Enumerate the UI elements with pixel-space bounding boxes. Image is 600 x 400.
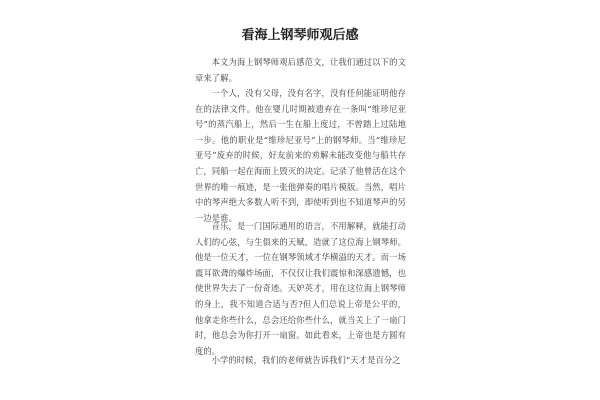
document-title: 看海上钢琴师观后感	[241, 28, 359, 43]
intro-paragraph: 本文为海上钢琴师观后感范文，让我们通过以下的文章来了解。	[195, 57, 406, 83]
music-paragraph: 音乐，是一门国际通用的语言，不用解释，就能打动人们的心弦，与生俱来的天赋，造就了这位海上钢琴师。他是一位天才，一位在钢琴领域才华横溢的天才。而一场震耳欲聋的爆炸场面，不仅仅让我们震惊和深感遗憾，也使世界失去了一份奇迹。天妒英才，用在这位海上钢琴师的身上，我不知道合适与否?但人们总说上帝是公平的，他拿走你些什么，总会还给你些什么，就当关上了一扇门时，他总会为你打开一扇窗。如此看来，上帝也是方圆有度的。	[195, 221, 406, 356]
school-paragraph: 小学的时候，我们的老师就告诉我们“天才是百分之	[211, 355, 401, 365]
story-paragraph: 一个人，没有父母，没有名字，没有任何能证明他存在的法律文件。他在婴儿时期被遗弃在一条叫“维珍尼亚号”的蒸汽船上，然后一生在船上度过，不曾踏上过陆地一步。他的职业是“维珍尼亚号”上的钢琴师。当“维珍尼亚号”废弃的时候，好友前来的劝解未能改变他与船共存亡，同船一起在海面上毁灭的决定。记录了他曾活在这个世界的唯一痕迹，是一张他弹奏的唱片模版。当然，唱片中的琴声绝大多数人听不到，即使听到也不知道琴声的另一边是谁。	[195, 88, 406, 223]
